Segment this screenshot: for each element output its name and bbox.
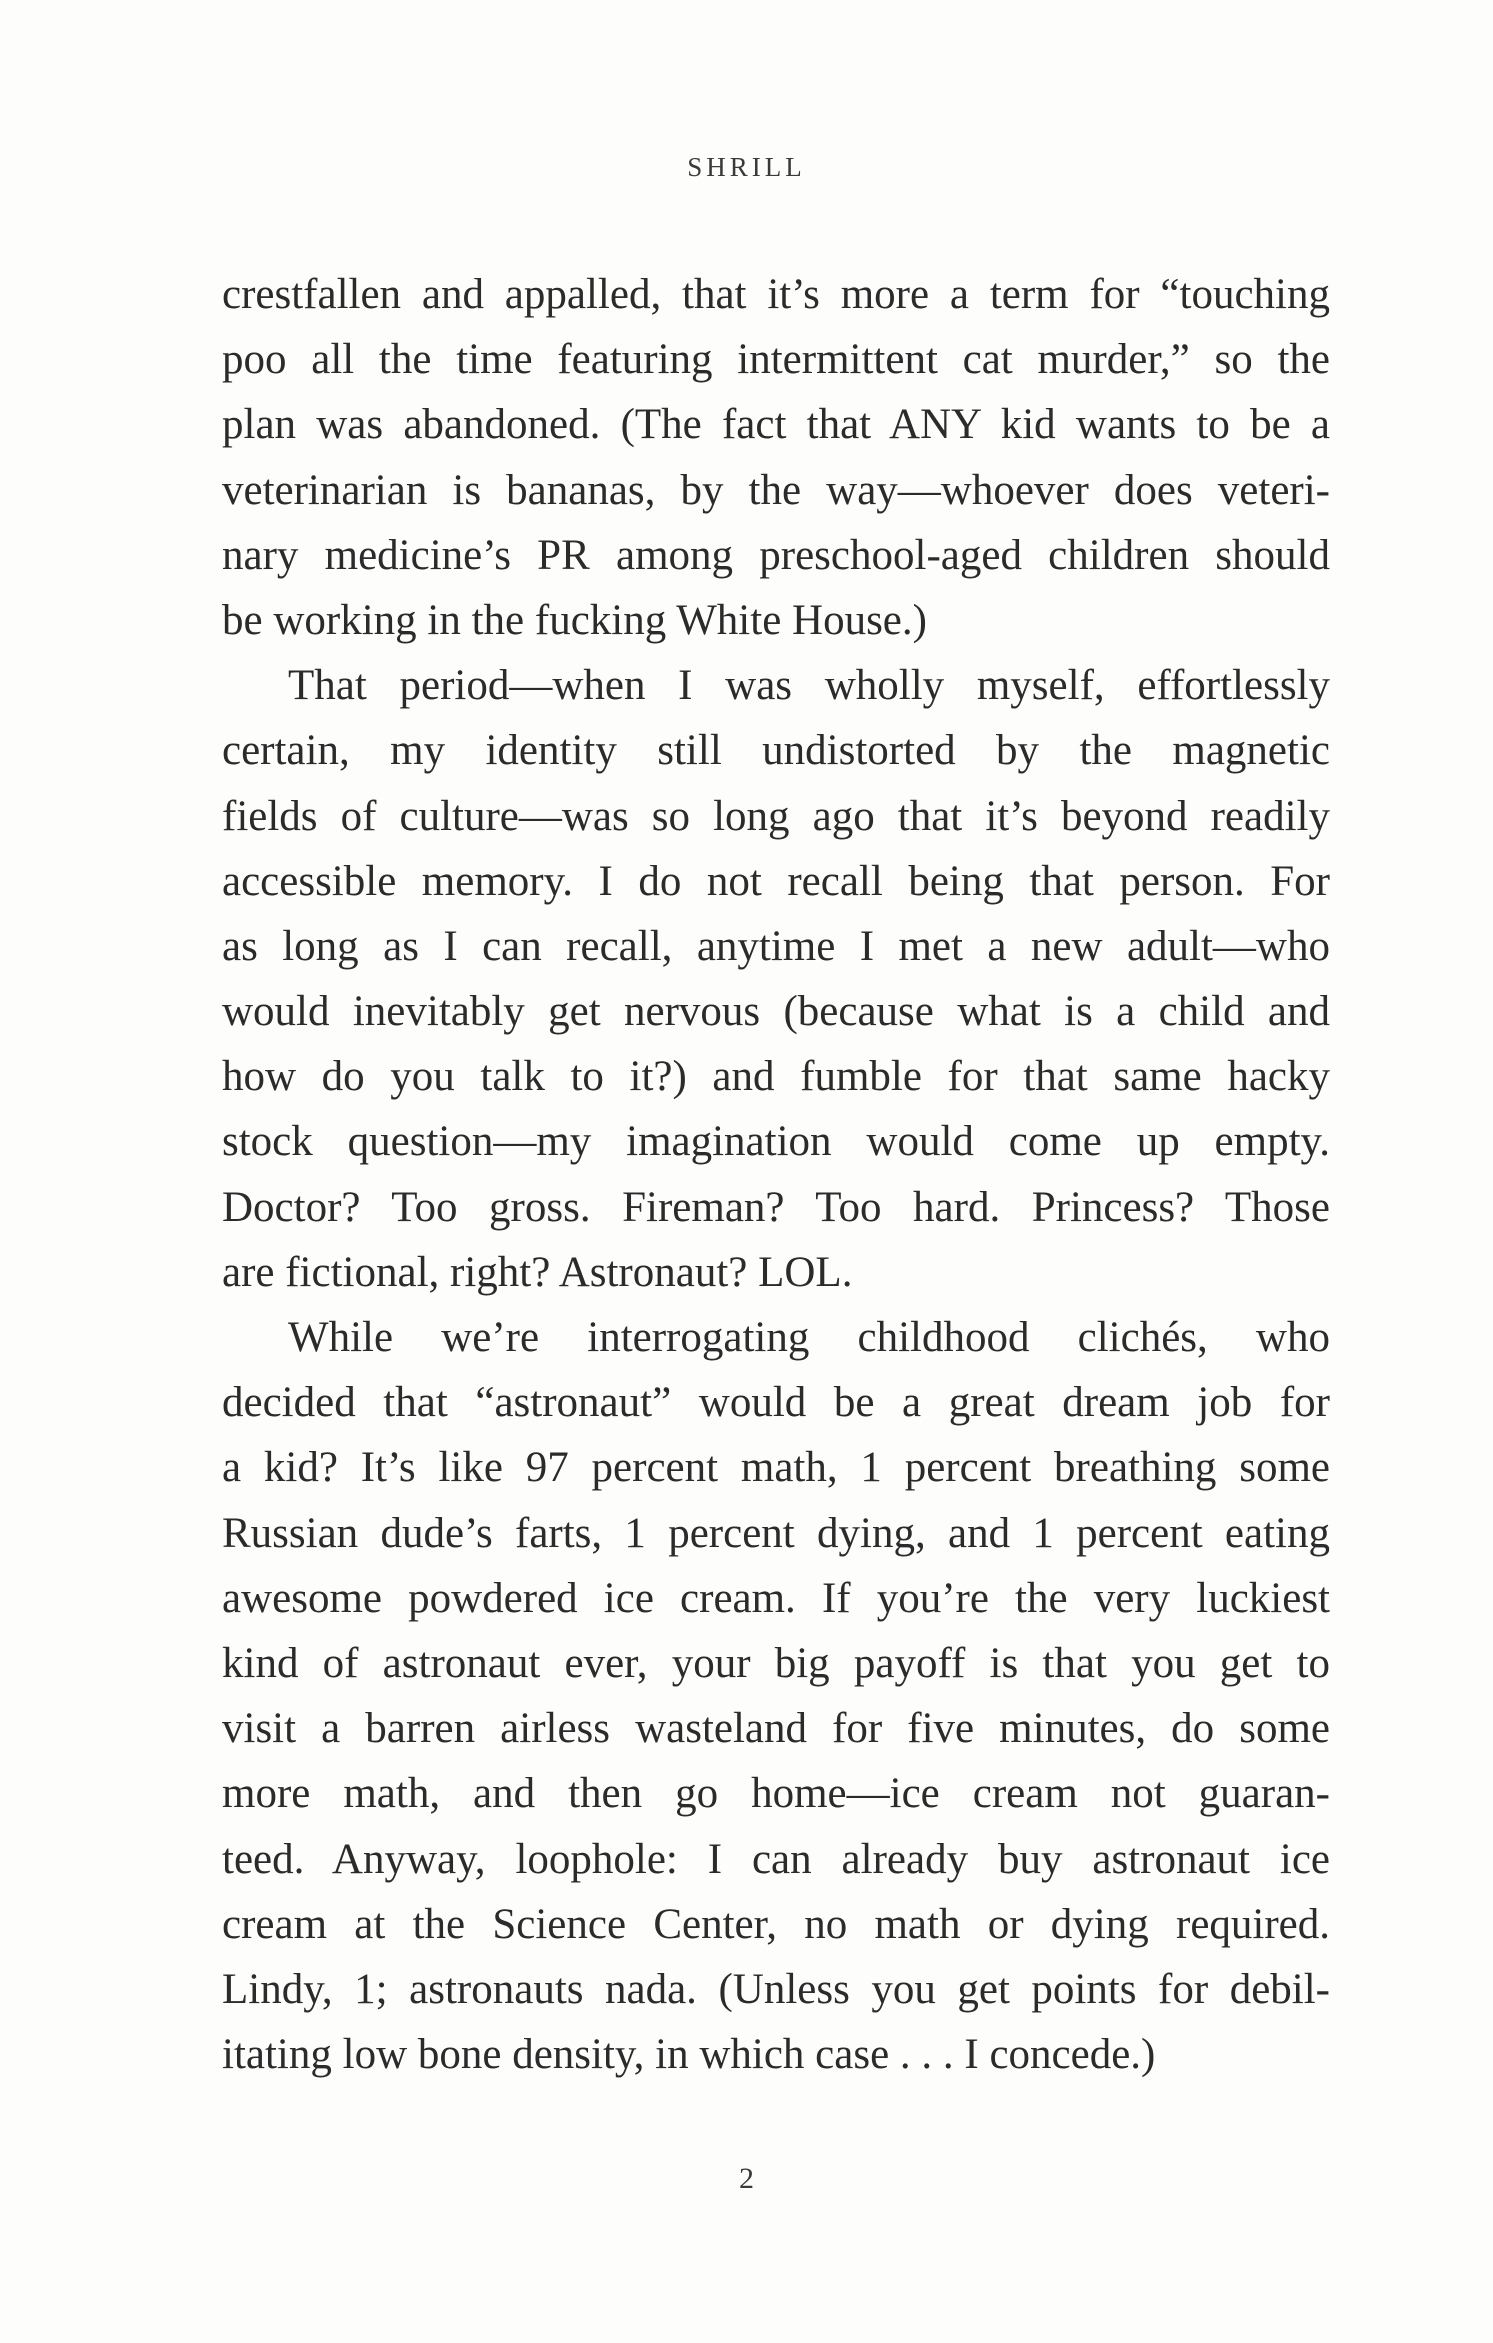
text-line: are fictional, right? Astronaut? LOL. [222, 1248, 853, 1296]
text-line: cream at the Science Center, no math or dying required. [222, 1900, 1330, 1948]
text-line: Doctor? Too gross. Fireman? Too hard. Princess? Those [222, 1183, 1330, 1231]
text-line: more math, and then go home—ice cream not guaran- [222, 1770, 1330, 1818]
text-line: nary medicine’s PR among preschool-aged children should [222, 531, 1330, 579]
paragraph-first-line: While we’re interrogating childhood clichés, who [288, 1314, 1330, 1361]
text-line: plan was abandoned. (The fact that ANY kid wants to be a [222, 401, 1330, 449]
text-line: Russian dude’s farts, 1 percent dying, and 1 percent eating [222, 1509, 1330, 1557]
text-line: would inevitably get nervous (because what is a child and [222, 988, 1330, 1036]
text-line: kind of astronaut ever, your big payoff is that you get to [222, 1639, 1330, 1687]
running-head: SHRILL [687, 152, 806, 182]
body-text [222, 262, 1330, 2087]
page-number: 2 [739, 2162, 754, 2195]
text-line: decided that “astronaut” would be a great dream job for [222, 1379, 1330, 1427]
text-line: a kid? It’s like 97 percent math, 1 percent breathing some [222, 1444, 1330, 1492]
text-line: crestfallen and appalled, that it’s more a term for “touching [222, 271, 1330, 318]
text-line: veterinarian is bananas, by the way—whoever does veteri- [222, 466, 1330, 514]
text-line: be working in the fucking White House.) [222, 596, 927, 644]
text-line: teed. Anyway, loophole: I can already buy astronaut ice [222, 1835, 1330, 1883]
text-line: poo all the time featuring intermittent cat murder,” so the [222, 336, 1330, 384]
text-line: stock question—my imagination would come up empty. [222, 1118, 1330, 1166]
text-line: accessible memory. I do not recall being that person. For [222, 857, 1330, 905]
text-line: visit a barren airless wasteland for five minutes, do some [222, 1705, 1330, 1753]
paragraph-first-line: That period—when I was wholly myself, effortlessly [288, 662, 1330, 710]
text-line: itating low bone density, in which case . . . I concede.) [222, 2031, 1156, 2079]
text-line: awesome powdered ice cream. If you’re the very luckiest [222, 1574, 1330, 1622]
text-line: as long as I can recall, anytime I met a new adult—who [222, 922, 1330, 970]
text-line: certain, my identity still undistorted by the magnetic [222, 727, 1330, 775]
text-line: how do you talk to it?) and fumble for that same hacky [222, 1053, 1330, 1101]
text-line: Lindy, 1; astronauts nada. (Unless you get points for debil- [222, 1965, 1330, 2013]
text-line: fields of culture—was so long ago that it’s beyond readily [222, 792, 1330, 840]
